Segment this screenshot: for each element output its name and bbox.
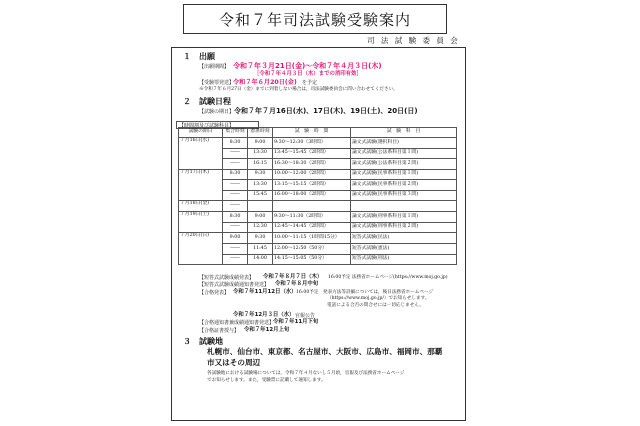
document-title: 令和７年司法試験受験案内: [218, 10, 411, 29]
gazette-date: 令和７年12月３日（水）: [233, 312, 295, 318]
gather-time: 8:30: [223, 169, 248, 180]
short-result-date: 令和７年８月７日（木）: [263, 274, 323, 280]
gather-time: ――: [223, 254, 248, 264]
header-date: 試験の期日: [179, 128, 223, 138]
pass-notice-date: 令和７年11月下旬: [273, 319, 319, 325]
seat-time: 9:00: [248, 138, 273, 149]
day-cell-empty: [179, 254, 223, 264]
pass-certificate-label: 【合格証書授与】: [199, 328, 240, 334]
section-3-title: 試験地: [199, 337, 223, 346]
exam-time: 10:00～11:15（1時間15分）: [273, 233, 351, 244]
pass-announce-date: 令和７年11月12日（水）: [233, 289, 297, 295]
gather-time: ――: [223, 159, 248, 169]
exam-time: 16:30～18:30（2時間）: [273, 159, 351, 169]
exam-subject: 論文式試験(選択科目): [351, 138, 457, 149]
ticket-suffix: を予定: [302, 80, 318, 86]
seat-time: 13:30: [248, 149, 273, 159]
day-cell-empty: [179, 244, 223, 254]
exam-subject: 短答式試験(刑法): [351, 254, 457, 264]
ticket-label: 【受験票発送】: [199, 80, 235, 86]
gather-time: ――: [223, 244, 248, 254]
short-notice-date: 令和７年８月中旬: [275, 281, 319, 287]
exam-subject: 短答式試験(民法): [351, 233, 457, 244]
notice-frame: [171, 47, 466, 421]
seat-time: 9:30: [248, 233, 273, 244]
seat-time: 11:45: [248, 244, 273, 254]
table-row: [179, 190, 457, 200]
table-row: [179, 138, 457, 149]
table-row: [179, 212, 457, 223]
ticket-note: ※令和７年６月27日（金）までに到着しない場合は，司法試験委員会に問い合わせてください。: [199, 87, 398, 92]
section-1-title: 出願: [199, 52, 215, 61]
header-seat: 着席時刻: [248, 128, 273, 138]
section-2-number: ２: [183, 97, 191, 106]
gather-time: ――: [223, 223, 248, 233]
seat-time: [248, 201, 273, 212]
short-result-note: 16:00予定 法務省ホームページ(https://www.moj.go.jp): [328, 275, 448, 280]
application-period-label: 【出願期間】: [199, 64, 230, 70]
exam-dates-label: 【試験の期日】: [199, 109, 235, 115]
table-row: [179, 149, 457, 159]
pass-notice-label: 【合格通知書兼成績通知書発送】: [199, 320, 275, 326]
header-time: 試 験 時 間: [273, 128, 351, 138]
table-row: [179, 254, 457, 264]
day-cell-empty: [179, 159, 223, 169]
short-notice-label: 【短答式試験成績通知書発送】: [199, 282, 270, 288]
table-row: [179, 223, 457, 233]
seat-time: 13:30: [248, 180, 273, 190]
day-date: ７月20日(日): [179, 233, 223, 244]
table-row: [179, 169, 457, 180]
exam-subject: 短答式試験(憲法): [351, 244, 457, 254]
day-date: ７月19日(土): [179, 212, 223, 223]
pass-announce-note-1: 16:00予定 発表方法等詳細については，後日法務省ホームページ: [296, 290, 434, 295]
exam-dates-value: 令和７年７月16日(水)、17日(木)、19日(土)、20日(日): [234, 107, 418, 115]
application-period-note: ［令和７年４月３日（木）までの消印有効］: [254, 71, 362, 77]
exam-subject: 論文式試験(民事系科目第２問): [351, 180, 457, 190]
day-cell-empty: [179, 190, 223, 200]
gather-time: ――: [223, 201, 248, 212]
gather-time: 8:30: [223, 212, 248, 223]
section-1-number: １: [183, 52, 191, 61]
day-date: ７月16日(水): [179, 138, 223, 149]
exam-cities-line-1: 札幌市、仙台市、東京都、名古屋市、大阪市、広島市、福岡市、那覇: [207, 347, 443, 356]
pass-announce-note-3: 電話による合否の問合せには一切応じません。: [327, 303, 424, 308]
exam-time: 9:30～11:30（2時間）: [273, 212, 351, 223]
seat-time: 14:00: [248, 254, 273, 264]
gazette-suffix: 官報公告: [295, 313, 316, 319]
section-3-number: ３: [183, 337, 191, 346]
timetable-label: 【時間割及び試験科目】: [176, 121, 259, 129]
seat-time: 9:00: [248, 212, 273, 223]
exam-site-note-2: でお知らせします。また，受験票に記載して通知します。: [207, 378, 326, 383]
exam-time: 13:45～15:45（2時間）: [273, 149, 351, 159]
gather-time: ――: [223, 180, 248, 190]
exam-site-note-1: 各試験地における試験場については，令和７年４月ないし５月頃，官報及び法務省ホームページ: [207, 371, 405, 376]
exam-time: 13:15～15:15（2時間）: [273, 180, 351, 190]
exam-cities-line-2: 市又はその周辺: [207, 358, 261, 367]
day-cell-empty: [179, 149, 223, 159]
table-row: [179, 159, 457, 169]
gather-time: ――: [223, 190, 248, 200]
pass-certificate-date: 令和７年12月上旬: [244, 327, 290, 333]
exam-time: 10:00～12:00（2時間）: [273, 169, 351, 180]
seat-time: 12:30: [248, 223, 273, 233]
exam-time: 9:30～12:30（3時間）: [273, 138, 351, 149]
short-result-label: 【短答式試験成績発表】: [199, 275, 255, 281]
exam-timetable: [178, 127, 457, 265]
exam-subject: [351, 201, 457, 212]
section-2-title: 試験日程: [199, 97, 231, 106]
header-subject: 試 験 科 目: [351, 128, 457, 138]
exam-time: [273, 201, 351, 212]
committee-name: 司 法 試 験 委 員 会: [367, 36, 460, 45]
gather-time: 9:00: [223, 233, 248, 244]
application-period-value: 令和７年３月21日(金)～令和７年４月３日(木): [233, 62, 382, 70]
exam-time: 12:00～12:50（50分）: [273, 244, 351, 254]
exam-time: 14:15～15:05（50分）: [273, 254, 351, 264]
seat-time: 16:15: [248, 159, 273, 169]
exam-subject: 論文式試験(公法系科目第１問): [351, 149, 457, 159]
seat-time: 9:30: [248, 169, 273, 180]
day-date: ７月18日(金): [179, 201, 223, 212]
day-cell-empty: [179, 223, 223, 233]
document-title-box: [183, 4, 447, 34]
seat-time: 15:45: [248, 190, 273, 200]
table-row: [179, 201, 457, 212]
pass-announce-note-2: （https://www.moj.go.jp/）でお知らせします。: [327, 296, 430, 301]
timetable-header-row: [179, 128, 457, 138]
day-date: ７月17日(木): [179, 169, 223, 180]
exam-subject: 論文式試験(公法系科目第２問): [351, 159, 457, 169]
header-gather: 集合時刻: [223, 128, 248, 138]
exam-time: 12:45～14:45（2時間）: [273, 223, 351, 233]
ticket-date: 令和７年６月20日(金): [233, 79, 297, 86]
day-cell-empty: [179, 180, 223, 190]
exam-subject: 論文式試験(刑事系科目第１問): [351, 212, 457, 223]
pass-announce-label: 【合格発表】: [199, 290, 230, 296]
exam-time: 16:00～18:00（2時間）: [273, 190, 351, 200]
table-row: [179, 244, 457, 254]
gather-time: ――: [223, 149, 248, 159]
exam-subject: 論文式試験(刑事系科目第２問): [351, 223, 457, 233]
exam-subject: 論文式試験(民事系科目第１問): [351, 169, 457, 180]
table-row: [179, 233, 457, 244]
exam-subject: 論文式試験(民事系科目第３問): [351, 190, 457, 200]
gather-time: 8:30: [223, 138, 248, 149]
table-row: [179, 180, 457, 190]
